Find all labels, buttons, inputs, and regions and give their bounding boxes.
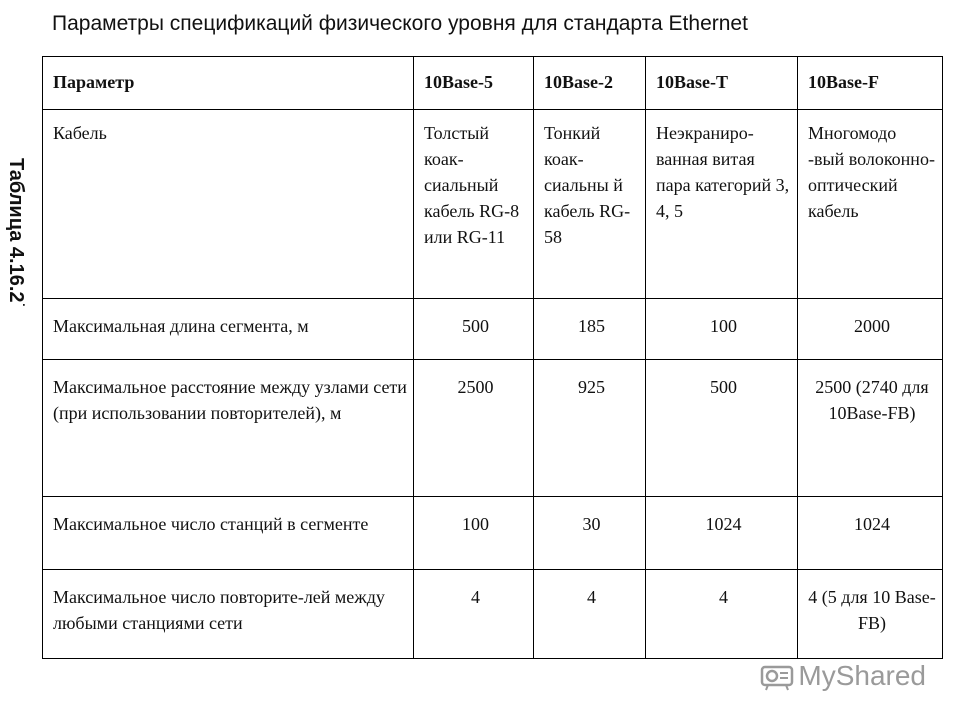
cell-10base-5: Толстый коак-сиальный кабель RG-8 или RG-11 [414, 110, 534, 299]
cell-10base-t: Неэкраниро-ванная витая пара категорий 3, 4, 5 [646, 110, 798, 299]
cell-10base-2: 925 [534, 360, 646, 497]
cell-10base-f: 4 (5 для 10 Base-FB) [798, 570, 943, 659]
cell-10base-f: 2000 [798, 299, 943, 360]
header-10base-t: 10Base-T [646, 57, 798, 110]
table-header-row [43, 57, 943, 110]
header-10base-5: 10Base-5 [414, 57, 534, 110]
header-10base-2: 10Base-2 [534, 57, 646, 110]
header-10base-f: 10Base-F [798, 57, 943, 110]
header-parameter: Параметр [43, 57, 414, 110]
watermark [760, 660, 926, 692]
cell-10base-5: 2500 [414, 360, 534, 497]
cell-10base-5: 100 [414, 497, 534, 570]
watermark-text: MyShared [798, 660, 926, 691]
cell-param: Максимальное число станций в сегменте [43, 497, 414, 570]
cell-param: Кабель [43, 110, 414, 299]
cell-10base-5: 500 [414, 299, 534, 360]
ethernet-spec-table [42, 56, 943, 659]
table-row-max-segment-length [43, 299, 943, 360]
cell-10base-2: 30 [534, 497, 646, 570]
cell-10base-t: 4 [646, 570, 798, 659]
cell-10base-t: 1024 [646, 497, 798, 570]
cell-10base-t: 100 [646, 299, 798, 360]
cell-param: Максимальная длина сегмента, м [43, 299, 414, 360]
table-row-cable [43, 110, 943, 299]
cell-10base-t: 500 [646, 360, 798, 497]
slide-title: Параметры спецификаций физического уровня для стандарта Ethernet [52, 12, 748, 35]
cell-param: Максимальное расстояние между узлами сети (при использовании повторителей), м [43, 360, 414, 497]
table-number-label [4, 158, 27, 309]
table-row-max-stations [43, 497, 943, 570]
projector-icon [760, 661, 794, 691]
table-number-mark: ˙ [5, 302, 27, 310]
cell-10base-f: 2500 (2740 для 10Base-FB) [798, 360, 943, 497]
cell-10base-f: Многомодо -вый волоконно-оптический кабель [798, 110, 943, 299]
cell-param: Максимальное число повторите-лей между любыми станциями сети [43, 570, 414, 659]
cell-10base-2: Тонкий коак-сиальны й кабель RG-58 [534, 110, 646, 299]
cell-10base-2: 185 [534, 299, 646, 360]
table-row-max-repeaters [43, 570, 943, 659]
cell-10base-5: 4 [414, 570, 534, 659]
table-row-max-node-distance [43, 360, 943, 497]
cell-10base-f: 1024 [798, 497, 943, 570]
table-number-text: Таблица 4.16.2 [5, 158, 27, 303]
cell-10base-2: 4 [534, 570, 646, 659]
